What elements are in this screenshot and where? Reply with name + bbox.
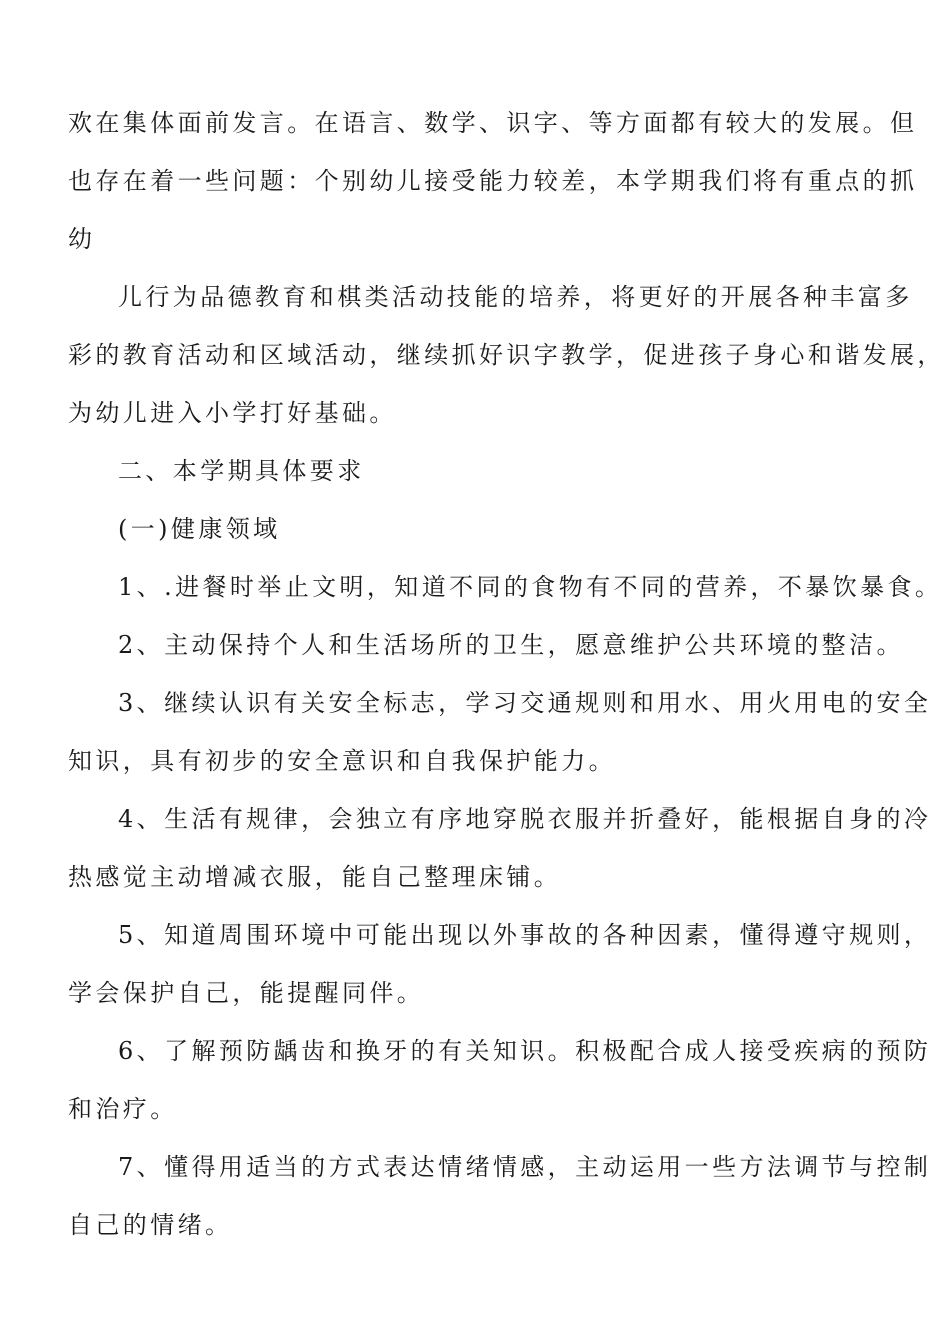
text-line: 欢在集体面前发言。在语言、数学、识字、等方面都有较大的发展。但	[68, 109, 918, 137]
text-line: 4、生活有规律，会独立有序地穿脱衣服并折叠好，能根据自身的冷	[118, 805, 932, 833]
text-line: 3、继续认识有关安全标志，学习交通规则和用水、用火用电的安全	[118, 689, 932, 717]
subsection-heading	[68, 500, 884, 558]
text-line: 学会保护自己，能提醒同伴。	[68, 979, 425, 1007]
list-item-4	[68, 790, 932, 906]
list-item-7	[68, 1138, 932, 1254]
text-line: 为幼儿进入小学打好基础。	[68, 399, 397, 427]
text-line: 知识，具有初步的安全意识和自我保护能力。	[68, 747, 616, 775]
text-line: 和治疗。	[68, 1095, 178, 1123]
text-line: 自己的情绪。	[68, 1211, 233, 1239]
paragraph-intro-continued	[68, 94, 918, 268]
text-line: 儿行为品德教育和棋类活动技能的培养，将更好的开展各种丰富多	[118, 283, 913, 311]
paragraph-goals	[68, 268, 945, 442]
list-item-3	[68, 674, 932, 790]
text-line: 热感觉主动增减衣服，能自己整理床铺。	[68, 863, 562, 891]
heading-text: 二、本学期具体要求	[118, 457, 365, 485]
text-line: 7、懂得用适当的方式表达情绪情感，主动运用一些方法调节与控制	[118, 1153, 932, 1181]
heading-text: (一)健康领域	[118, 515, 281, 543]
list-item-6	[68, 1022, 932, 1138]
text-line: 6、了解预防龋齿和换牙的有关知识。积极配合成人接受疾病的预防	[118, 1037, 932, 1065]
text-line: 2、主动保持个人和生活场所的卫生，愿意维护公共环境的整洁。	[118, 631, 904, 659]
text-line: 彩的教育活动和区域活动，继续抓好识字教学，促进孩子身心和谐发展，	[68, 341, 945, 369]
section-heading	[68, 442, 884, 500]
list-item-1	[68, 558, 943, 616]
text-line: 幼	[68, 225, 96, 253]
list-item-2	[68, 616, 904, 674]
text-line: 1、.进餐时举止文明，知道不同的食物有不同的营养，不暴饮暴食。	[118, 573, 943, 601]
text-line: 5、知道周围环境中可能出现以外事故的各种因素，懂得遵守规则，	[118, 921, 932, 949]
text-line: 也存在着一些问题：个别幼儿接受能力较差，本学期我们将有重点的抓	[68, 167, 918, 195]
document-page	[68, 94, 945, 1254]
list-item-5	[68, 906, 932, 1022]
